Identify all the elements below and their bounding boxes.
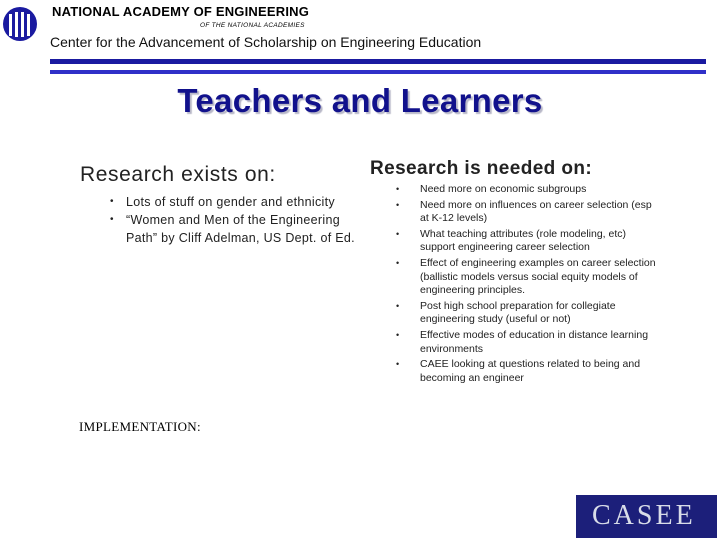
list-item: • Post high school preparation for collegiate engineering study (useful or not) xyxy=(396,299,616,326)
org-title: NATIONAL ACADEMY OF ENGINEERING xyxy=(52,4,310,19)
bullet-icon: • xyxy=(396,228,400,239)
bullet-icon: • xyxy=(396,257,400,268)
list-item: • Need more on economic subgroups xyxy=(396,183,587,195)
bullet-icon: • xyxy=(396,359,400,370)
bullet-icon: • xyxy=(110,214,114,225)
list-item: • Effective modes of education in distance learning environments xyxy=(396,328,649,355)
center-name: Center for the Advancement of Scholarship on Engineering Education xyxy=(50,34,482,50)
bullet-icon: • xyxy=(396,184,400,194)
org-subtitle: OF THE NATIONAL ACADEMIES xyxy=(200,22,305,29)
right-column-heading: Research is needed on: xyxy=(370,158,593,179)
left-column-heading: Research exists on: xyxy=(80,163,276,186)
list-item: • “Women and Men of the Engineering Path” by Cliff Adelman, US Dept. of Ed. xyxy=(110,213,355,245)
header-divider-bar xyxy=(50,59,706,64)
bullet-icon: • xyxy=(110,196,114,207)
bullet-icon: • xyxy=(396,300,400,311)
casee-logo-text: CASEE xyxy=(592,500,696,531)
list-item: • CAEE looking at questions related to being and becoming an engineer xyxy=(396,358,641,384)
slide-title: Teachers and Learners xyxy=(177,82,543,119)
bullet-icon: • xyxy=(396,199,400,210)
list-item: • Lots of stuff on gender and ethnicity xyxy=(110,195,335,209)
right-bullet-list xyxy=(396,183,656,387)
left-bullet-list xyxy=(110,193,360,247)
list-item: • Effect of engineering examples on career selection (ballistic models versus social equity models of engineering principles. xyxy=(396,256,656,297)
implementation-label: IMPLEMENTATION: xyxy=(79,419,201,434)
nae-logo-icon xyxy=(2,2,38,46)
header-divider-bar-secondary xyxy=(50,70,706,74)
list-item: • Need more on influences on career selection (esp at K-12 levels) xyxy=(396,198,652,225)
bullet-icon: • xyxy=(396,329,400,340)
list-item: • What teaching attributes (role modeling, etc) support engineering career selection xyxy=(396,227,627,254)
